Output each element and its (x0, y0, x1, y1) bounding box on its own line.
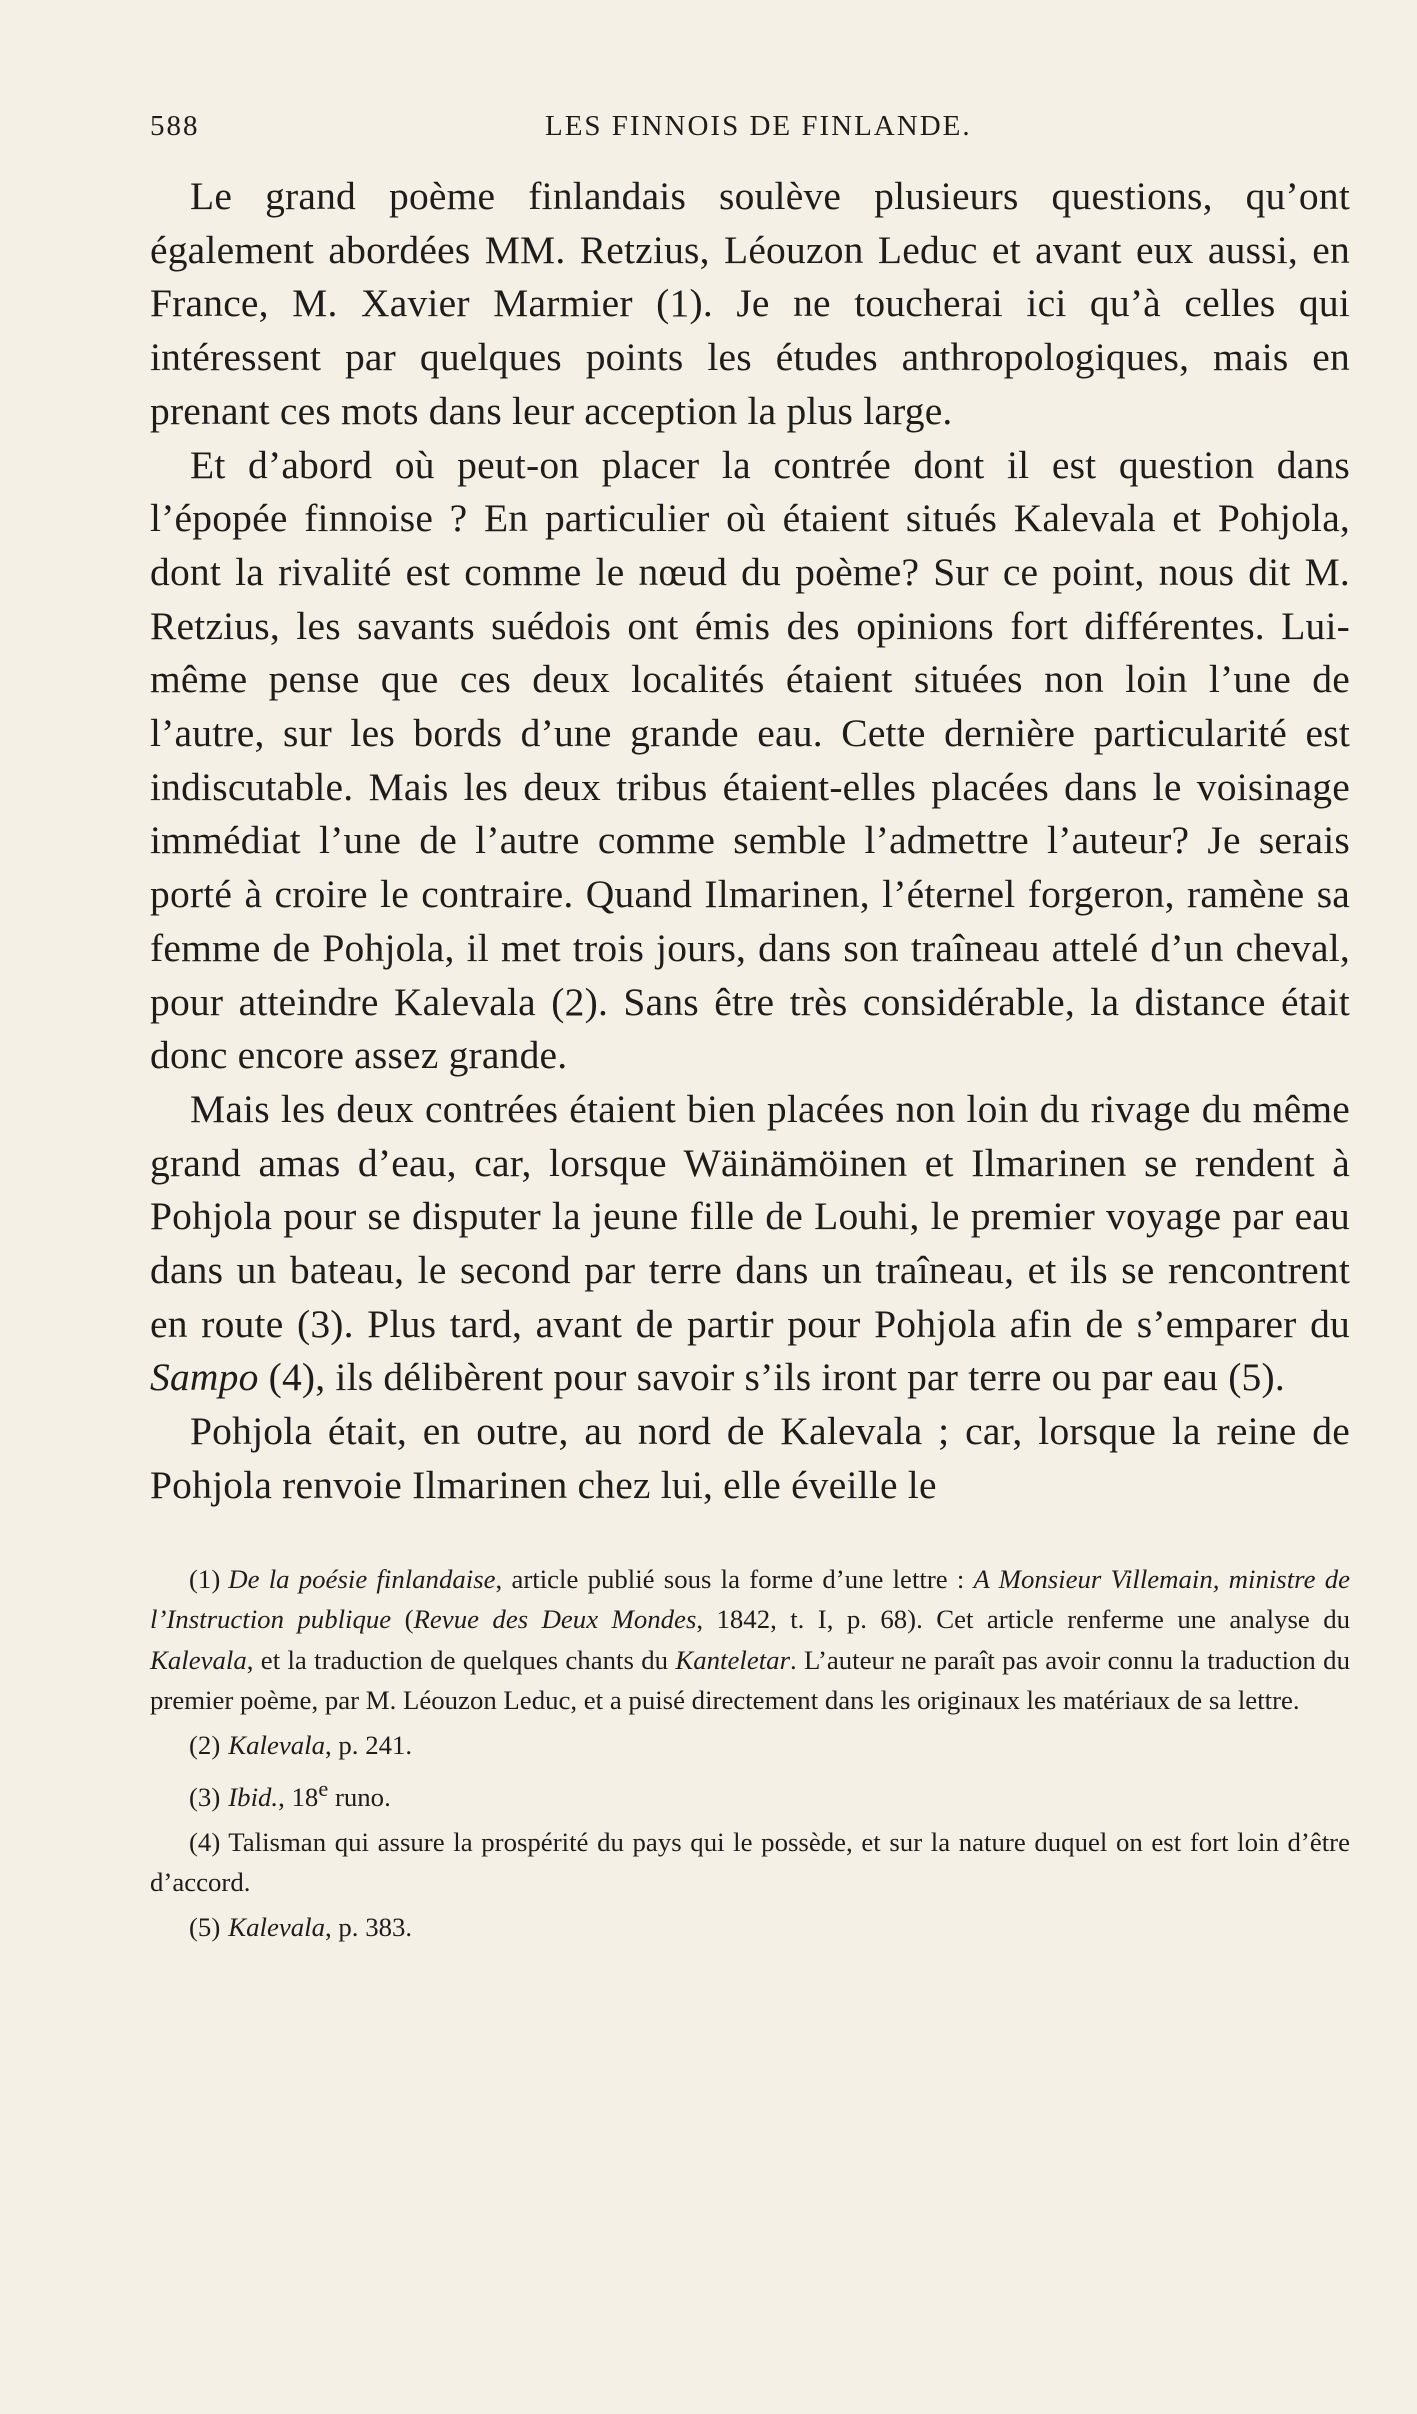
footnote-5-text: , p. 383. (325, 1911, 413, 1942)
main-text (150, 170, 1350, 1513)
book-page (150, 100, 1350, 1951)
footnote-2-mark: (2) (189, 1729, 221, 1760)
footnote-2-title: Kalevala (228, 1729, 325, 1760)
footnote-1-letter-title: A Monsieur Villemain, ministre de l’Instruction publique (150, 1563, 1351, 1635)
footnote-4-mark: (4) (189, 1826, 221, 1857)
footnote-2-text: , p. 241. (325, 1729, 413, 1760)
running-title: LES FINNOIS DE FINLANDE. (545, 110, 972, 142)
footnote-1-text-a: , article publié sous la forme d’une lettre : (495, 1563, 974, 1594)
paragraph-1: Le grand poème finlandais soulève plusieurs questions, qu’ont également abordées MM. Retzius, Léouzon Leduc et avant eux aussi, en France, M. Xavier Marmier (1). Je ne toucherai ici qu’à celles qui intéressent par quelques points les études anthropologiques, mais en prenant ces mots dans leur acception la plus large. (150, 174, 1350, 433)
footnote-3-mark: (3) (189, 1782, 221, 1812)
footnote-1-text-c: , 1842, t. I, p. 68). Cet article renferme une analyse du (696, 1604, 1351, 1635)
footnote-1-title: De la poésie finlandaise (228, 1563, 496, 1594)
footnote-3-text-a: , 18 (278, 1782, 319, 1812)
footnote-3 (150, 1769, 1350, 1817)
footnote-5-title: Kalevala (228, 1911, 325, 1942)
footnote-2 (150, 1725, 1350, 1766)
footnote-1-kanteletar: Kanteletar (675, 1644, 790, 1675)
footnote-1-kalevala: Kalevala (150, 1644, 247, 1675)
footnote-4-text: Talisman qui assure la prospérité du pays qui le possède, et sur la nature duquel on est fort loin d’être d’accord. (150, 1826, 1350, 1897)
footnote-1-text-e: . L’auteur ne paraît pas avoir connu la traduction du premier poème, par M. Léouzon Leduc, et a puisé directement dans les originaux les matériaux de sa lettre. (150, 1644, 1350, 1716)
page-number: 588 (150, 110, 200, 142)
footnote-1-mark: (1) (189, 1563, 221, 1594)
footnote-3-text-b: runo. (328, 1782, 391, 1812)
footnote-5-mark: (5) (189, 1911, 221, 1942)
footnote-4 (150, 1822, 1350, 1903)
paragraph-3 (150, 1083, 1350, 1405)
paragraph-4: Pohjola était, en outre, au nord de Kalevala ; car, lorsque la reine de Pohjola renvoie Ilmarinen chez lui, elle éveille le (150, 1409, 1350, 1507)
page-header (150, 100, 1350, 160)
footnote-3-ibid: Ibid. (228, 1782, 279, 1812)
paragraph-3-text-end: (4), ils délibèrent pour savoir s’ils iront par terre ou par eau (5). (258, 1355, 1285, 1400)
footnote-1-journal: Revue des Deux Mondes (413, 1604, 697, 1635)
footnote-1-text-b: ( (391, 1604, 414, 1635)
footnote-1-text-d: , et la traduction de quelques chants du (246, 1644, 676, 1675)
paragraph-3-text-start: Mais les deux contrées étaient bien placées non loin du rivage du même grand amas d’eau, car, lorsque Wäinämöinen et Ilmarinen se rendent à Pohjola pour se disputer la jeune fille de Louhi, le premier voyage par eau dans un bateau, le second par terre dans un traîneau, et ils se rencontrent en route (3). Plus tard, avant de partir pour Pohjola afin de s’emparer du (150, 1086, 1350, 1346)
footnote-5 (150, 1907, 1350, 1948)
footnote-3-superscript: e (318, 1776, 329, 1802)
footnote-1 (150, 1559, 1350, 1721)
paragraph-3-italic-term: Sampo (150, 1355, 259, 1400)
footnotes (150, 1559, 1350, 1947)
paragraph-2: Et d’abord où peut-on placer la contrée dont il est question dans l’épopée finnoise ? En particulier où étaient situés Kalevala et Pohjola, dont la rivalité est comme le nœud du poème? Sur ce point, nous dit M. Retzius, les savants suédois ont émis des opinions fort différentes. Lui-même pense que ces deux localités étaient situées non loin l’une de l’autre, sur les bords d’une grande eau. Cette dernière particularité est indiscutable. Mais les deux tribus étaient-elles placées dans le voisinage immédiat l’une de l’autre comme semble l’admettre l’auteur? Je serais porté à croire le contraire. Quand Ilmarinen, l’éternel forgeron, ramène sa femme de Pohjola, il met trois jours, dans son traîneau attelé d’un cheval, pour atteindre Kalevala (2). Sans être très considérable, la distance était donc encore assez grande. (150, 442, 1350, 1078)
